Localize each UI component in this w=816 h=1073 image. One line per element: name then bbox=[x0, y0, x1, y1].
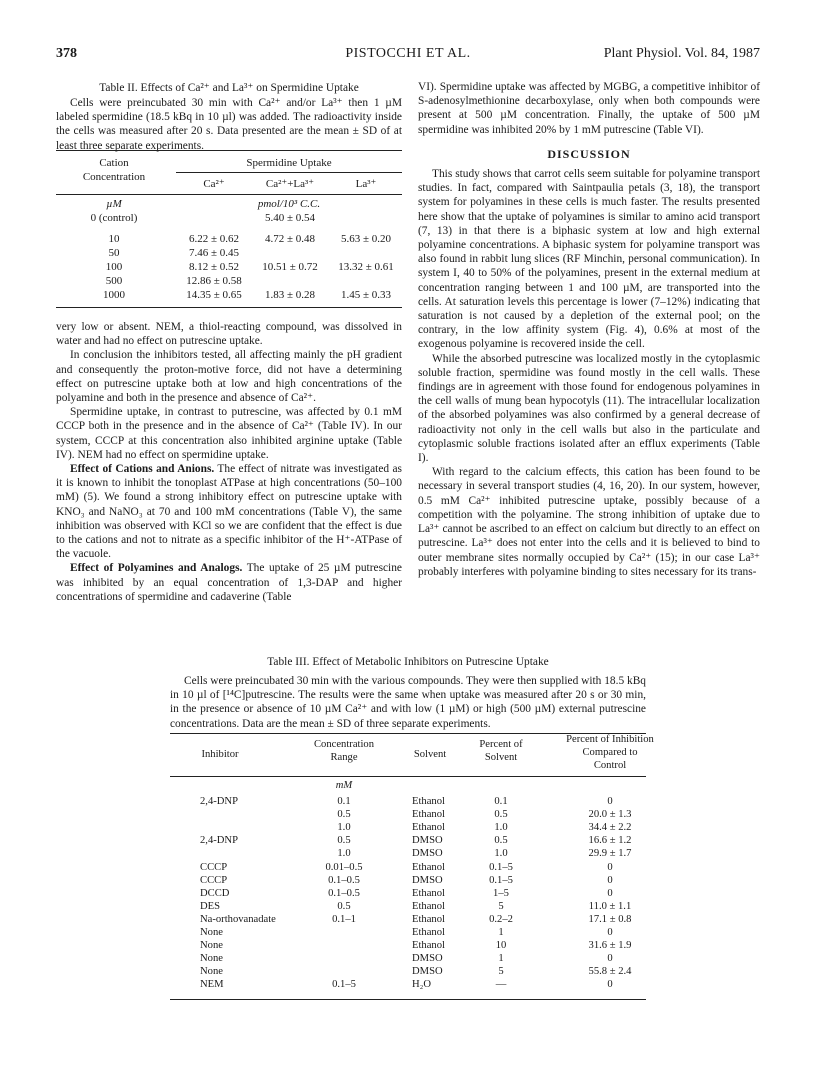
table3-cell-solvent: H₂O bbox=[412, 979, 431, 991]
right-paragraph-1: This study shows that carrot cells seem suitable for polyamine transport studies. In fact, compared with Saintpaulia petals (3, 18), the transport system for polyamines in these cells is much faster. The results presented here show that the uptake of polyamines is similar to amino acid transport (7, 13) in that there is a biphasic system at low and high external polyamine concentrations. A biphasic system for polyamine transport was also found in rabbit lung slices (RF Minchin, personal communication). In system I, 40 to 50% of the polyamines, present in the external medium at concentration ranging between 1 and 100 µM, are transported into the cells. At saturation levels this percentage is lower (7–12%) indicating that saturation is not caused by a depletion of the external pool; on the contrary, in the low affinity system (Fig. 4), 0.6% at most of the exogenous polyamine is recovered inside the cell. bbox=[418, 168, 760, 351]
table3-cell-range: 1.0 bbox=[337, 848, 351, 860]
table2-unit-uptake: pmol/10³ C.C. bbox=[257, 198, 321, 210]
table2-cell-cala: 1.83 ± 0.28 bbox=[264, 289, 316, 301]
page-number: 378 bbox=[56, 46, 77, 61]
table2-cell-cala: 4.72 ± 0.48 bbox=[264, 233, 316, 245]
table3-cell-solvent: Ethanol bbox=[412, 796, 445, 807]
table3-cell-range: 0.1–0.5 bbox=[328, 874, 360, 886]
left-paragraph-4-heading: Effect of Cations and Anions. bbox=[70, 463, 215, 476]
table2-cell-ca: 7.46 ± 0.45 bbox=[188, 247, 240, 259]
table3-cell-range: 0.5 bbox=[337, 835, 351, 847]
table3-cell-range: 0.5 bbox=[337, 809, 351, 821]
table3-cell-inh: 20.0 ± 1.3 bbox=[588, 809, 632, 821]
table3-cell-pct: 0.1–5 bbox=[489, 874, 513, 886]
left-column-text bbox=[56, 320, 402, 604]
table3-cell-pct: 1 bbox=[498, 927, 504, 938]
table2-cell-conc: 0 (control) bbox=[90, 212, 138, 224]
right-paragraph-3: With regard to the calcium effects, this cation has been found to be necessary in several transport studies (4, 16, 20). In our system, however, 0.5 mM Ca²⁺ inhibited putrescine uptake, possibly because of a competition with the polyamine. The strong inhibition of uptake due to La³⁺ cannot be ascribed to an effect on calcium but directly to an effect on putrescine. La³⁺ does not enter into the cells and it is believed to bind to outer membrane sites normally occupied by Ca²⁺ (15); in our case La³⁺ probably interferes with polyamine binding to sites necessary for its trans- bbox=[418, 466, 760, 578]
table3-cell-range: 0.5 bbox=[337, 900, 351, 912]
table3-cell-inhibitor: 2,4-DNP bbox=[200, 796, 238, 807]
table3-cell-solvent: Ethanol bbox=[412, 913, 445, 925]
table2-cell-la: 5.63 ± 0.20 bbox=[340, 233, 392, 245]
table2-cell-ca: 8.12 ± 0.52 bbox=[188, 261, 240, 273]
table2-col-ca: Ca²⁺ bbox=[203, 178, 225, 190]
table3-cell-pct: 1.0 bbox=[494, 822, 508, 834]
table3-cell-pct: — bbox=[495, 979, 507, 991]
table2-cell-conc: 10 bbox=[108, 233, 120, 245]
table3-cell-solvent: DMSO bbox=[412, 966, 443, 978]
table3-cell-inh: 0 bbox=[607, 953, 613, 965]
table3-cell-inhibitor: NEM bbox=[200, 979, 224, 991]
table3-cell-solvent: Ethanol bbox=[412, 861, 445, 873]
running-header bbox=[56, 46, 760, 64]
table3-cell-pct: 0.2–2 bbox=[489, 913, 513, 925]
table3-cell-solvent: DMSO bbox=[412, 953, 443, 965]
table3-cell-range: 1.0 bbox=[337, 822, 351, 834]
table3-cell-pct: 5 bbox=[498, 900, 504, 912]
table3-cell-solvent: Ethanol bbox=[412, 900, 445, 912]
table3-h-inhibitor: Inhibitor bbox=[201, 749, 239, 760]
table3-note: Cells were preincubated 30 min with the various compounds. They were then supplied with 18.5 kBq in 10 µl of [¹⁴C]putrescine. The results were the same when uptake was measured after 20 s or 30 min, in the presence or absence of 10 µM Ca²⁺ and with low (1 µM) or high (500 µM) external putrescine concentrations. Data are the mean ± SD of three separate experiments. bbox=[170, 675, 646, 730]
table3-cell-solvent: Ethanol bbox=[412, 809, 445, 821]
table3-cell-inh: 0 bbox=[607, 887, 613, 899]
right-column-text bbox=[418, 80, 760, 579]
left-paragraph-5 bbox=[56, 561, 402, 604]
table2-cell-conc: 1000 bbox=[103, 289, 125, 301]
table2-cell-conc: 50 bbox=[108, 247, 120, 259]
right-paragraph-0: VI). Spermidine uptake was affected by MGBG, a competitive inhibitor of S-adenosylmethionine decarboxylase, only when both compounds were present at 500 µM concentration. Finally, the uptake of 500 µM spermidine was inhibited 20% by 1 mM putrescine (Table VI). bbox=[418, 81, 760, 136]
table3-cell-pct: 0.5 bbox=[494, 835, 508, 847]
table3-cell-inh: 11.0 ± 1.1 bbox=[588, 900, 632, 912]
table3-cell-pct: 1 bbox=[498, 953, 504, 965]
left-paragraph-4-body: The effect of nitrate was investigated as it is known to inhibit the tonoplast ATPase at high concentrations (50–100 mM) (5). We found a strong inhibitory effect on putrescine uptake with KNO₃ and NaNO₃ at 70 and 100 mM concentrations (Table V), the same inhibition was observed with KCl so we are confident that the effect is due to the cations and not to nitrate as a specific inhibitor of the H⁺-ATPase of the vacuole. bbox=[56, 463, 402, 561]
table2-note: Cells were preincubated 30 min with Ca²⁺ and/or La³⁺ then 1 µM labeled spermidine (18.5 kBq in 10 µl) was added. The radioactivity inside the cells was measured after 20 s. Data presented are the mean ± SD of at least three separate experiments. bbox=[56, 97, 402, 152]
left-paragraph-2: In conclusion the inhibitors tested, all affecting mainly the pH gradient and consequently the proton-motive force, did not have a determining effect on putrescine uptake both at low and high concentrations of the polyamine and both in the presence and absence of Ca²⁺. bbox=[56, 349, 402, 405]
table3-cell-inh: 0 bbox=[607, 861, 613, 873]
table3-cell-inhibitor: DCCD bbox=[200, 887, 230, 899]
left-paragraph-4 bbox=[56, 462, 402, 561]
table2-cell-la: 1.45 ± 0.33 bbox=[340, 289, 392, 301]
table2-group-rule bbox=[176, 172, 402, 173]
table3-cell-inh: 55.8 ± 2.4 bbox=[588, 966, 632, 978]
running-authors: PISTOCCHI ET AL. bbox=[345, 46, 471, 61]
table3-cell-inhibitor: None bbox=[200, 966, 223, 978]
table3-cell-inhibitor: None bbox=[200, 940, 223, 952]
table2-unit-conc: µM bbox=[106, 198, 122, 210]
right-paragraph-2: While the absorbed putrescine was localized mostly in the cytoplasmic soluble fraction, spermidine was found mostly in the cell walls. These findings are in agreement with those found for endogenous polyamines in the cell walls of mung bean hypocotyls (11). The intracellular localization of the absorbed polyamines was also confirmed by a general decrease of radioactivity not only in the cell walls but also in the particulate and cytoplasmic soluble fractions isolated after an efflux experiments (Table I). bbox=[418, 352, 760, 465]
table3-cell-inh: 31.6 ± 1.9 bbox=[588, 940, 632, 952]
table3-cell-solvent: DMSO bbox=[412, 848, 443, 860]
table3-cell-range: 0.1 bbox=[337, 796, 351, 807]
table3-cell-pct: 0.1 bbox=[494, 796, 508, 807]
table3-cell-range: 0.1–1 bbox=[332, 913, 356, 925]
table3-cell-inhibitor: 2,4-DNP bbox=[200, 835, 238, 847]
table3-cell-inhibitor: CCCP bbox=[200, 861, 228, 873]
table3-cell-pct: 0.5 bbox=[494, 809, 508, 821]
table3-cell-solvent: Ethanol bbox=[412, 927, 445, 938]
table3-cell-range: 0.1–5 bbox=[332, 979, 356, 991]
table2-title: Table II. Effects of Ca²⁺ and La³⁺ on Spermidine Uptake bbox=[99, 82, 359, 94]
table3-cell-solvent: Ethanol bbox=[412, 887, 445, 899]
table2-cell-ca: 14.35 ± 0.65 bbox=[186, 289, 242, 301]
table3-cell-inhibitor: None bbox=[200, 953, 223, 965]
table3-cell-inh: 0 bbox=[607, 874, 613, 886]
table3-cell-inh: 0 bbox=[607, 927, 613, 938]
table3-cell-inh: 29.9 ± 1.7 bbox=[588, 848, 632, 860]
table3-h-inh-3: Control bbox=[593, 760, 627, 771]
table3-cell-range: 0.01–0.5 bbox=[325, 861, 363, 873]
table3-bottom-rule bbox=[170, 999, 646, 1000]
table3-cell-pct: 1–5 bbox=[493, 887, 509, 899]
table3-cell-pct: 10 bbox=[495, 940, 507, 952]
table3-h-conc-2: Range bbox=[330, 752, 358, 763]
table3-cell-inhibitor: CCCP bbox=[200, 874, 228, 886]
left-paragraph-3: Spermidine uptake, in contrast to putrescine, was affected by 0.1 mM CCCP both in the presence and in the absence of Ca²⁺ (Table IV). In our system, CCCP at this concentration also inhibited arginine uptake (Table IV). NEM had no effect on spermidine uptake. bbox=[56, 406, 402, 461]
table3-unit: mM bbox=[335, 780, 353, 791]
table2-col-group: Spermidine Uptake bbox=[246, 157, 332, 169]
left-paragraph-5-heading: Effect of Polyamines and Analogs. bbox=[70, 562, 243, 575]
table3-cell-solvent: Ethanol bbox=[412, 822, 445, 834]
table3-cell-inh: 17.1 ± 0.8 bbox=[588, 913, 632, 925]
table3-h-conc-1: Concentration bbox=[313, 739, 374, 750]
table2-cell-conc: 100 bbox=[105, 261, 123, 273]
table2-cell-cala: 10.51 ± 0.72 bbox=[262, 261, 318, 273]
table2-cell-cala: 5.40 ± 0.54 bbox=[264, 212, 316, 224]
table3-cell-range: 0.1–0.5 bbox=[328, 887, 360, 899]
table3-cell-pct: 1.0 bbox=[494, 848, 508, 860]
table3-h-solvent: Solvent bbox=[413, 749, 447, 760]
table3-header-rule bbox=[170, 776, 646, 777]
table2-cell-la: 13.32 ± 0.61 bbox=[338, 261, 394, 273]
table3-cell-inhibitor: None bbox=[200, 927, 223, 938]
table3-h-pct-2: Solvent bbox=[484, 752, 518, 763]
table3-cell-inh: 0 bbox=[607, 979, 613, 991]
table3-h-inh-2: Compared to bbox=[582, 747, 638, 758]
table3 bbox=[170, 656, 646, 668]
left-paragraph-1: very low or absent. NEM, a thiol-reacting compound, was dissolved in water and had no effect on putrescine uptake. bbox=[56, 321, 402, 348]
table3-cell-pct: 5 bbox=[498, 966, 504, 978]
table3-h-pct-1: Percent of bbox=[479, 739, 523, 750]
table3-cell-solvent: Ethanol bbox=[412, 940, 445, 952]
discussion-heading: DISCUSSION bbox=[547, 146, 631, 161]
table2-col-cala: Ca²⁺+La³⁺ bbox=[265, 178, 315, 190]
table3-cell-inh: 34.4 ± 2.2 bbox=[588, 822, 632, 834]
table3-h-inh-1: Percent of Inhibition bbox=[566, 734, 654, 745]
table2-col-cation-2: Concentration bbox=[82, 171, 146, 183]
table2-col-la: La³⁺ bbox=[355, 178, 377, 190]
table3-cell-inh: 16.6 ± 1.2 bbox=[588, 835, 632, 847]
table3-cell-inhibitor: DES bbox=[200, 900, 221, 912]
table3-cell-pct: 0.1–5 bbox=[489, 861, 513, 873]
table3-cell-inhibitor: Na-orthovanadate bbox=[200, 913, 276, 925]
table2-top-rule bbox=[56, 150, 402, 151]
table3-title: Table III. Effect of Metabolic Inhibitors on Putrescine Uptake bbox=[267, 656, 549, 668]
table2-header-rule bbox=[56, 194, 402, 195]
table3-cell-solvent: DMSO bbox=[412, 835, 443, 847]
left-paragraph-5-body: The uptake of 25 µM putrescine was inhibited by an equal concentration of 1,3-DAP and higher concentrations of spermidine and cadaverine (Table bbox=[56, 562, 402, 603]
table2-bottom-rule bbox=[56, 307, 402, 308]
table2-col-cation-1: Cation bbox=[99, 157, 129, 169]
table2-cell-ca: 12.86 ± 0.58 bbox=[186, 275, 242, 287]
table3-cell-inh: 0 bbox=[607, 796, 613, 807]
table2-cell-conc: 500 bbox=[105, 275, 123, 287]
journal-citation: Plant Physiol. Vol. 84, 1987 bbox=[603, 46, 760, 61]
table3-cell-solvent: DMSO bbox=[412, 874, 443, 886]
table3-caption bbox=[170, 674, 646, 731]
table2-cell-ca: 6.22 ± 0.62 bbox=[188, 233, 240, 245]
